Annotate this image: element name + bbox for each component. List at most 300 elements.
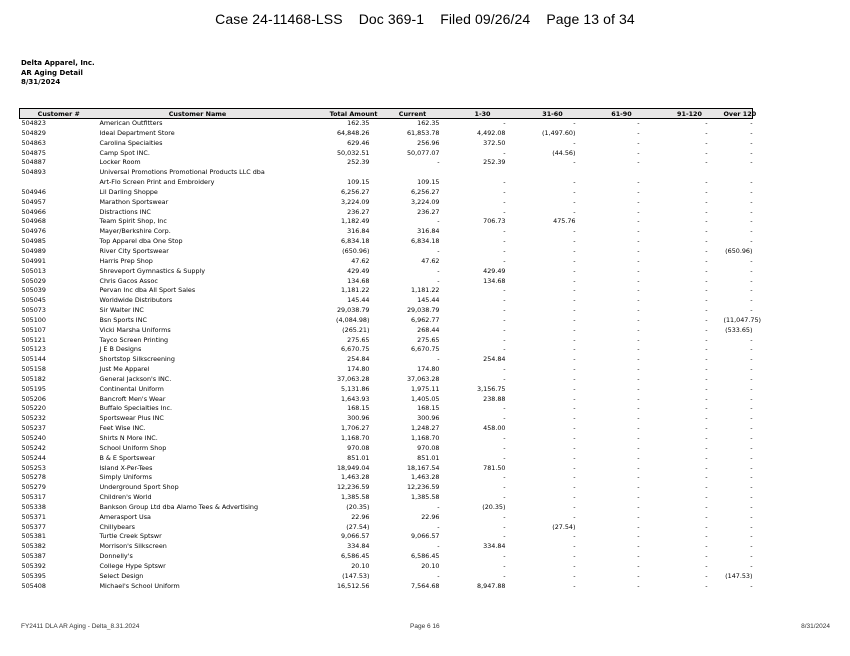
table-row bbox=[20, 414, 753, 424]
amount-cell: 781.50 bbox=[483, 463, 506, 472]
amount-cell: - bbox=[573, 561, 576, 570]
table-header-row bbox=[20, 109, 753, 119]
customer-number: 505039 bbox=[21, 286, 46, 295]
case-number: Case 24-11468-LSS bbox=[215, 11, 343, 27]
amount-cell: - bbox=[503, 434, 506, 442]
amount-cell: 174.80 bbox=[417, 365, 440, 374]
amount-cell: 1,463.28 bbox=[411, 473, 440, 482]
customer-number: 505206 bbox=[21, 394, 46, 403]
amount-cell: - bbox=[573, 502, 576, 511]
customer-number: 504976 bbox=[21, 227, 46, 236]
customer-name: Pervan Inc dba All Sport Sales bbox=[99, 286, 196, 295]
customer-name: Amerasport Usa bbox=[99, 512, 151, 521]
customer-name: Bankson Group Ltd dba Alamo Tees & Advertising bbox=[99, 502, 259, 511]
amount-cell: - bbox=[705, 483, 708, 492]
amount-cell: - bbox=[637, 178, 640, 187]
amount-cell: - bbox=[705, 345, 708, 354]
amount-cell: 6,834.18 bbox=[411, 237, 440, 246]
amount-cell: - bbox=[750, 138, 753, 147]
amount-cell: - bbox=[637, 512, 640, 521]
customer-name: Worldwide Distributors bbox=[99, 296, 173, 305]
column-header: Customer Name bbox=[98, 109, 298, 119]
table-row bbox=[20, 365, 753, 375]
customer-number: 505278 bbox=[21, 473, 46, 482]
customer-number: 505338 bbox=[21, 502, 46, 511]
table-row bbox=[20, 336, 753, 346]
amount-cell: 851.01 bbox=[417, 453, 440, 462]
customer-name: Universal Promotions Promotional Products LLC dba bbox=[99, 168, 265, 177]
amount-cell: - bbox=[573, 483, 576, 492]
amount-cell: - bbox=[750, 404, 753, 413]
amount-cell: 458.00 bbox=[483, 424, 506, 433]
amount-cell: 6,256.27 bbox=[411, 187, 440, 196]
customer-name: Michael's School Uniform bbox=[99, 581, 180, 590]
table-row bbox=[20, 473, 753, 483]
amount-cell: - bbox=[750, 512, 753, 521]
amount-cell: 429.49 bbox=[483, 266, 506, 275]
amount-cell: - bbox=[637, 552, 640, 561]
amount-cell: - bbox=[705, 325, 708, 334]
amount-cell: - bbox=[503, 414, 506, 423]
amount-cell: - bbox=[503, 365, 506, 374]
amount-cell: 168.15 bbox=[347, 404, 370, 413]
customer-number: 505220 bbox=[21, 404, 46, 413]
amount-cell: - bbox=[503, 453, 506, 462]
amount-cell: - bbox=[637, 502, 640, 511]
table-row bbox=[20, 306, 753, 316]
customer-name: Turtle Creek Sptswr bbox=[99, 532, 162, 541]
amount-cell: - bbox=[637, 315, 640, 324]
table-row bbox=[20, 434, 753, 444]
amount-cell: - bbox=[750, 453, 753, 462]
amount-cell: - bbox=[573, 158, 576, 167]
amount-cell: - bbox=[705, 374, 708, 383]
amount-cell: - bbox=[573, 404, 576, 413]
amount-cell: - bbox=[705, 522, 708, 531]
amount-cell: - bbox=[637, 493, 640, 502]
amount-cell: 252.39 bbox=[483, 158, 506, 167]
customer-name: Bancroft Men's Wear bbox=[99, 394, 166, 403]
amount-cell: - bbox=[437, 571, 440, 580]
footer-date: 8/31/2024 bbox=[801, 623, 830, 630]
amount-cell: 238.88 bbox=[483, 394, 506, 403]
amount-cell: 236.27 bbox=[347, 207, 370, 216]
amount-cell: 1,248.27 bbox=[411, 424, 440, 433]
amount-cell: - bbox=[437, 542, 440, 551]
amount-cell: 12,236.59 bbox=[336, 483, 370, 492]
table-row bbox=[20, 168, 753, 178]
amount-cell: - bbox=[705, 148, 708, 157]
page-indicator: Page 13 of 34 bbox=[546, 11, 635, 27]
amount-cell bbox=[448, 168, 518, 178]
amount-cell: - bbox=[750, 178, 753, 187]
amount-cell: - bbox=[750, 286, 753, 295]
amount-cell: - bbox=[637, 237, 640, 246]
amount-cell: 174.80 bbox=[347, 365, 370, 374]
amount-cell: - bbox=[750, 502, 753, 511]
amount-cell: - bbox=[637, 256, 640, 265]
amount-cell: 9,066.57 bbox=[341, 532, 370, 541]
customer-name: Vicki Marsha Uniforms bbox=[99, 325, 171, 334]
table-row bbox=[20, 404, 753, 414]
amount-cell: 429.49 bbox=[347, 266, 370, 275]
amount-cell: 1,975.11 bbox=[411, 384, 440, 393]
customer-number: 505317 bbox=[21, 493, 46, 502]
amount-cell: 20.10 bbox=[351, 561, 370, 570]
amount-cell: - bbox=[750, 561, 753, 570]
amount-cell: 9,066.57 bbox=[411, 532, 440, 541]
amount-cell: 6,670.75 bbox=[341, 345, 370, 354]
amount-cell: - bbox=[705, 207, 708, 216]
customer-name: Children's World bbox=[99, 493, 152, 502]
amount-cell: - bbox=[573, 119, 576, 127]
amount-cell: 236.27 bbox=[417, 207, 440, 216]
amount-cell: 706.73 bbox=[483, 217, 506, 226]
amount-cell: - bbox=[705, 217, 708, 226]
customer-number bbox=[20, 178, 98, 188]
customer-number: 505182 bbox=[21, 374, 46, 383]
amount-cell: - bbox=[503, 493, 506, 502]
amount-cell: - bbox=[573, 355, 576, 364]
amount-cell: - bbox=[573, 246, 576, 255]
amount-cell: - bbox=[503, 178, 506, 187]
amount-cell: 1,463.28 bbox=[341, 473, 370, 482]
column-header: Customer # bbox=[20, 109, 98, 119]
customer-name: Marathon Sportswear bbox=[99, 197, 169, 206]
amount-cell: 475.76 bbox=[553, 217, 576, 226]
amount-cell: - bbox=[503, 227, 506, 236]
customer-name: Sir Walter INC bbox=[99, 306, 144, 315]
amount-cell: - bbox=[750, 119, 753, 127]
customer-number: 504863 bbox=[21, 138, 46, 147]
customer-number: 505158 bbox=[21, 365, 46, 374]
amount-cell: - bbox=[503, 119, 506, 127]
amount-cell bbox=[378, 168, 448, 178]
amount-cell: - bbox=[573, 542, 576, 551]
customer-name: Buffalo Specialties Inc. bbox=[99, 404, 173, 413]
customer-number: 504991 bbox=[21, 256, 46, 265]
customer-number: 505013 bbox=[21, 266, 46, 275]
amount-cell: - bbox=[750, 256, 753, 265]
amount-cell: 29,038.79 bbox=[336, 306, 370, 315]
amount-cell: - bbox=[750, 384, 753, 393]
amount-cell: - bbox=[637, 453, 640, 462]
amount-cell: 970.08 bbox=[347, 443, 370, 452]
customer-name: Distractions INC bbox=[99, 207, 151, 216]
amount-cell: - bbox=[503, 237, 506, 246]
amount-cell: (533.65) bbox=[725, 325, 753, 334]
amount-cell: - bbox=[637, 187, 640, 196]
amount-cell: (147.53) bbox=[725, 571, 753, 580]
amount-cell: - bbox=[573, 138, 576, 147]
amount-cell: - bbox=[705, 384, 708, 393]
amount-cell: 5,131.86 bbox=[341, 384, 370, 393]
amount-cell: - bbox=[437, 276, 440, 285]
amount-cell: - bbox=[705, 542, 708, 551]
amount-cell: - bbox=[503, 246, 506, 255]
amount-cell: (44.56) bbox=[552, 148, 576, 157]
table-row bbox=[20, 345, 753, 355]
amount-cell: 162.35 bbox=[347, 119, 370, 127]
customer-name: Island X-Per-Tees bbox=[99, 463, 153, 472]
amount-cell: - bbox=[573, 345, 576, 354]
amount-cell: 64,848.26 bbox=[336, 128, 370, 137]
amount-cell bbox=[518, 168, 588, 178]
table-row bbox=[20, 247, 753, 257]
amount-cell: - bbox=[750, 434, 753, 442]
customer-name: Art-Flo Screen Print and Embroidery bbox=[99, 178, 215, 187]
amount-cell: - bbox=[437, 355, 440, 364]
amount-cell: 1,181.22 bbox=[411, 286, 440, 295]
amount-cell: - bbox=[750, 355, 753, 364]
amount-cell: - bbox=[705, 256, 708, 265]
amount-cell: - bbox=[573, 296, 576, 305]
amount-cell: - bbox=[637, 473, 640, 482]
customer-number: 505381 bbox=[21, 532, 46, 541]
amount-cell: - bbox=[503, 187, 506, 196]
customer-name: American Outfitters bbox=[99, 119, 163, 127]
amount-cell: 50,077.07 bbox=[406, 148, 440, 157]
amount-cell: - bbox=[705, 296, 708, 305]
amount-cell: - bbox=[750, 335, 753, 344]
amount-cell: 37,063.28 bbox=[406, 374, 440, 383]
amount-cell: 316.84 bbox=[347, 227, 370, 236]
amount-cell: (20.35) bbox=[482, 502, 506, 511]
amount-cell: (265.21) bbox=[342, 325, 370, 334]
amount-cell: - bbox=[705, 552, 708, 561]
amount-cell: 168.15 bbox=[417, 404, 440, 413]
amount-cell: - bbox=[750, 394, 753, 403]
amount-cell: - bbox=[705, 571, 708, 580]
amount-cell: - bbox=[705, 581, 708, 590]
ar-aging-table-container bbox=[19, 108, 762, 592]
amount-cell: - bbox=[750, 187, 753, 196]
amount-cell: 1,385.58 bbox=[341, 493, 370, 502]
amount-cell: (11,047.75) bbox=[723, 315, 762, 324]
table-row bbox=[20, 277, 753, 287]
amount-cell: - bbox=[637, 197, 640, 206]
column-header: Over 120 bbox=[723, 109, 757, 118]
customer-name: River City Sportswear bbox=[99, 246, 169, 255]
amount-cell: - bbox=[573, 453, 576, 462]
amount-cell: - bbox=[750, 207, 753, 216]
amount-cell: - bbox=[573, 237, 576, 246]
amount-cell: (27.54) bbox=[346, 522, 370, 531]
amount-cell: - bbox=[750, 443, 753, 452]
amount-cell: - bbox=[637, 276, 640, 285]
amount-cell: - bbox=[637, 355, 640, 364]
table-row bbox=[20, 178, 753, 188]
customer-number: 505408 bbox=[21, 581, 46, 590]
amount-cell: - bbox=[705, 335, 708, 344]
table-row bbox=[20, 532, 753, 542]
table-row bbox=[20, 227, 753, 237]
customer-name: Ideal Department Store bbox=[99, 128, 175, 137]
amount-cell: - bbox=[637, 404, 640, 413]
customer-name: Carolina Specialties bbox=[99, 138, 163, 147]
doc-number: Doc 369-1 bbox=[358, 11, 425, 27]
amount-cell: 300.96 bbox=[417, 414, 440, 423]
amount-cell: - bbox=[637, 394, 640, 403]
report-title: AR Aging Detail bbox=[21, 68, 83, 77]
amount-cell: - bbox=[705, 414, 708, 423]
table-row bbox=[20, 286, 753, 296]
amount-cell: - bbox=[637, 217, 640, 226]
amount-cell: - bbox=[503, 552, 506, 561]
amount-cell: 275.65 bbox=[417, 335, 440, 344]
amount-cell: 134.68 bbox=[347, 276, 370, 285]
customer-number: 505377 bbox=[21, 522, 46, 531]
customer-name: Chris Gacos Assoc bbox=[99, 276, 158, 285]
table-row bbox=[20, 444, 753, 454]
amount-cell: - bbox=[705, 532, 708, 541]
amount-cell: - bbox=[637, 434, 640, 442]
amount-cell: - bbox=[637, 463, 640, 472]
table-row bbox=[20, 493, 753, 503]
amount-cell: - bbox=[705, 227, 708, 236]
amount-cell: - bbox=[573, 571, 576, 580]
customer-name: J E B Designs bbox=[99, 345, 142, 354]
table-row bbox=[20, 237, 753, 247]
amount-cell: 109.15 bbox=[347, 178, 370, 187]
amount-cell: - bbox=[705, 119, 708, 127]
customer-name: Top Apparel dba One Stop bbox=[99, 237, 183, 246]
amount-cell: 1,181.22 bbox=[341, 286, 370, 295]
table-body bbox=[20, 119, 762, 592]
customer-number: 504946 bbox=[21, 187, 46, 196]
amount-cell: - bbox=[503, 532, 506, 541]
amount-cell: 29,038.79 bbox=[406, 306, 440, 315]
amount-cell: - bbox=[573, 443, 576, 452]
amount-cell: - bbox=[573, 532, 576, 541]
table-row bbox=[20, 503, 753, 513]
table-row bbox=[20, 296, 753, 306]
amount-cell: - bbox=[705, 158, 708, 167]
amount-cell: - bbox=[503, 256, 506, 265]
amount-cell: 6,256.27 bbox=[341, 187, 370, 196]
amount-cell: - bbox=[503, 404, 506, 413]
amount-cell: 629.46 bbox=[347, 138, 370, 147]
customer-name: Underground Sport Shop bbox=[99, 483, 179, 492]
amount-cell: 1,168.70 bbox=[341, 434, 370, 442]
customer-number: 504829 bbox=[21, 128, 46, 137]
amount-cell: - bbox=[437, 522, 440, 531]
table-row bbox=[20, 572, 753, 582]
customer-name: Lil Darling Shoppe bbox=[99, 187, 158, 196]
amount-cell: 18,167.54 bbox=[406, 463, 440, 472]
amount-cell: - bbox=[750, 463, 753, 472]
amount-cell: - bbox=[637, 374, 640, 383]
amount-cell: 1,643.93 bbox=[341, 394, 370, 403]
amount-cell: 16,512.56 bbox=[336, 581, 370, 590]
amount-cell: - bbox=[637, 128, 640, 137]
amount-cell: 6,834.18 bbox=[341, 237, 370, 246]
amount-cell: 851.01 bbox=[347, 453, 370, 462]
amount-cell: 145.44 bbox=[347, 296, 370, 305]
amount-cell: - bbox=[637, 227, 640, 236]
customer-number: 505232 bbox=[21, 414, 46, 423]
amount-cell: - bbox=[705, 453, 708, 462]
customer-name: Chillybears bbox=[99, 522, 135, 531]
amount-cell: (1,497.60) bbox=[542, 128, 576, 137]
table-row bbox=[20, 208, 753, 218]
amount-cell: - bbox=[750, 414, 753, 423]
case-header bbox=[0, 11, 850, 27]
amount-cell: - bbox=[705, 443, 708, 452]
amount-cell: - bbox=[573, 374, 576, 383]
amount-cell: - bbox=[705, 306, 708, 315]
customer-number: 504875 bbox=[21, 148, 46, 157]
amount-cell: 1,182.49 bbox=[341, 217, 370, 226]
company-name: Delta Apparel, Inc. bbox=[21, 59, 95, 67]
amount-cell: - bbox=[437, 266, 440, 275]
amount-cell: - bbox=[503, 345, 506, 354]
amount-cell: - bbox=[637, 158, 640, 167]
footer-file-name: FY2411 DLA AR Aging - Delta_8.31.2024 bbox=[21, 623, 140, 630]
table-row bbox=[20, 267, 753, 277]
amount-cell: - bbox=[637, 325, 640, 334]
table-row bbox=[20, 483, 753, 493]
amount-cell: 300.96 bbox=[347, 414, 370, 423]
amount-cell: - bbox=[705, 404, 708, 413]
amount-cell: - bbox=[637, 581, 640, 590]
amount-cell: 334.84 bbox=[347, 542, 370, 551]
customer-name: Shortstop Silkscreening bbox=[99, 355, 175, 364]
amount-cell: - bbox=[705, 561, 708, 570]
amount-cell: - bbox=[503, 561, 506, 570]
customer-number: 504893 bbox=[21, 168, 46, 177]
amount-cell: 1,385.58 bbox=[411, 493, 440, 502]
table-row bbox=[20, 198, 753, 208]
amount-cell: 47.62 bbox=[351, 256, 370, 265]
amount-cell: - bbox=[637, 138, 640, 147]
amount-cell: - bbox=[705, 187, 708, 196]
footer-page: Page 6 16 bbox=[410, 623, 440, 630]
amount-cell: 47.62 bbox=[421, 256, 440, 265]
amount-cell: - bbox=[573, 493, 576, 502]
amount-cell: - bbox=[705, 266, 708, 275]
customer-name: Shreveport Gymnastics & Supply bbox=[99, 266, 206, 275]
customer-number: 504968 bbox=[21, 217, 46, 226]
customer-number: 505371 bbox=[21, 512, 46, 521]
amount-cell: - bbox=[503, 512, 506, 521]
amount-cell: - bbox=[750, 128, 753, 137]
customer-number: 505195 bbox=[21, 384, 46, 393]
amount-cell: - bbox=[437, 158, 440, 167]
table-row bbox=[20, 523, 753, 533]
amount-cell: - bbox=[503, 443, 506, 452]
amount-cell: - bbox=[573, 552, 576, 561]
customer-name: Morrison's Silkscreen bbox=[99, 542, 167, 551]
amount-cell: 4,492.08 bbox=[477, 128, 506, 137]
amount-cell: (20.35) bbox=[346, 502, 370, 511]
report-date: 8/31/2024 bbox=[21, 78, 61, 86]
amount-cell: - bbox=[637, 119, 640, 127]
amount-cell: - bbox=[637, 424, 640, 433]
amount-cell: - bbox=[705, 463, 708, 472]
customer-number: 505387 bbox=[21, 552, 46, 561]
amount-cell: - bbox=[637, 365, 640, 374]
customer-name: Select Design bbox=[99, 571, 144, 580]
amount-cell: - bbox=[750, 217, 753, 226]
amount-cell: 334.84 bbox=[483, 542, 506, 551]
customer-name: Camp Spot INC. bbox=[99, 148, 150, 157]
amount-cell: (4,084.98) bbox=[336, 315, 370, 324]
amount-cell: 18,949.04 bbox=[336, 463, 370, 472]
amount-cell: - bbox=[573, 414, 576, 423]
amount-cell: - bbox=[637, 443, 640, 452]
amount-cell: - bbox=[705, 473, 708, 482]
